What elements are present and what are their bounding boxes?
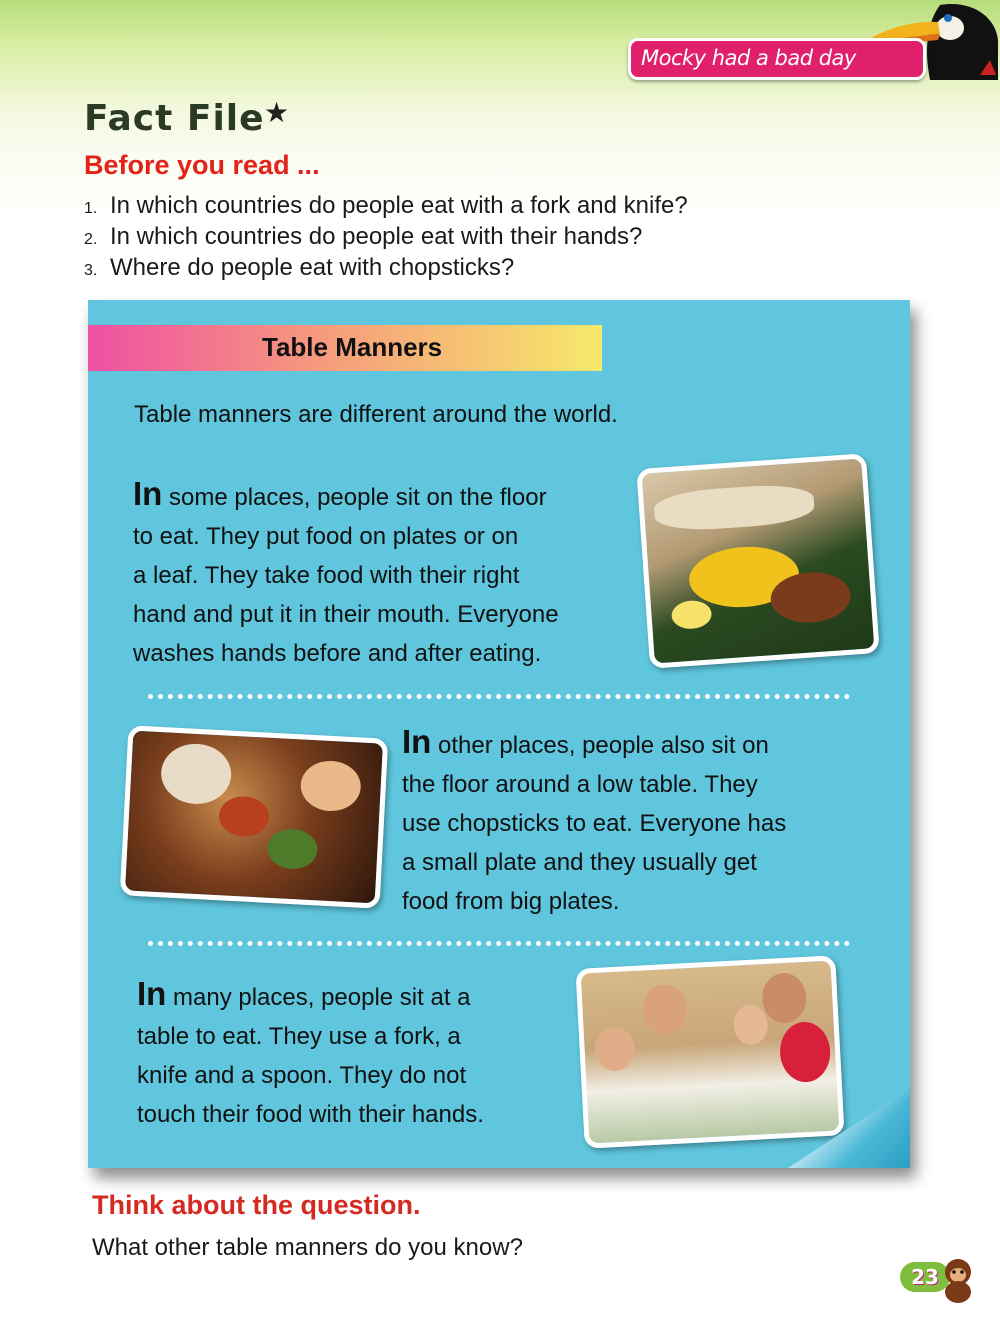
card-intro: Table manners are different around the world. — [134, 401, 618, 428]
question-number: 3. — [84, 262, 98, 279]
paragraph-chopsticks — [402, 722, 872, 921]
monkey-icon — [936, 1256, 980, 1304]
paragraph-line: a leaf. They take food with their right — [133, 562, 520, 589]
question-text: Where do people eat with chopsticks? — [110, 254, 515, 281]
paragraph-line: many places, people sit at a — [173, 984, 471, 1011]
question-list — [84, 192, 688, 285]
before-read-heading: Before you read ... — [84, 150, 320, 180]
paragraph-line: food from big plates. — [402, 888, 620, 915]
food-on-leaf-photo — [636, 453, 879, 669]
paragraph-line: a small plate and they usually get — [402, 849, 757, 876]
paragraph-line: to eat. They put food on plates or on — [133, 523, 519, 550]
question-number: 2. — [84, 231, 98, 248]
paragraph-line: the floor around a low table. They — [402, 771, 758, 798]
paragraph-floor-hands — [133, 474, 633, 673]
paragraph-line: touch their food with their hands. — [137, 1101, 484, 1128]
list-item — [84, 254, 688, 285]
list-item — [84, 223, 688, 254]
paragraph-line: washes hands before and after eating. — [133, 640, 542, 667]
think-question: What other table manners do you know? — [92, 1234, 523, 1261]
page-title: Fact File — [84, 98, 265, 139]
card-heading: Table Manners — [262, 332, 443, 362]
paragraph-fork-knife — [137, 974, 557, 1134]
star-icon: ★ — [264, 96, 290, 129]
paragraph-line: some places, people sit on the floor — [169, 484, 547, 511]
paragraph-line: other places, people also sit on — [438, 732, 769, 759]
paragraph-lead: In — [402, 723, 432, 760]
paragraph-lead: In — [137, 975, 167, 1012]
dotted-divider — [148, 694, 850, 699]
unit-badge — [628, 38, 926, 80]
question-number: 1. — [84, 200, 98, 217]
chopsticks-meal-photo — [120, 725, 389, 908]
paragraph-line: knife and a spoon. They do not — [137, 1062, 467, 1089]
family-dinner-photo — [575, 955, 844, 1148]
think-heading: Think about the question. — [92, 1190, 421, 1220]
paragraph-line: hand and put it in their mouth. Everyone — [133, 601, 559, 628]
question-text: In which countries do people eat with their hands? — [110, 223, 643, 250]
paragraph-lead: In — [133, 475, 163, 512]
paragraph-line: use chopsticks to eat. Everyone has — [402, 810, 787, 837]
unit-badge-label: Mocky had a bad day — [641, 46, 856, 70]
page-number: 23 — [911, 1265, 939, 1289]
dotted-divider — [148, 941, 850, 946]
list-item — [84, 192, 688, 223]
question-text: In which countries do people eat with a fork and knife? — [110, 192, 688, 219]
paragraph-line: table to eat. They use a fork, a — [137, 1023, 461, 1050]
